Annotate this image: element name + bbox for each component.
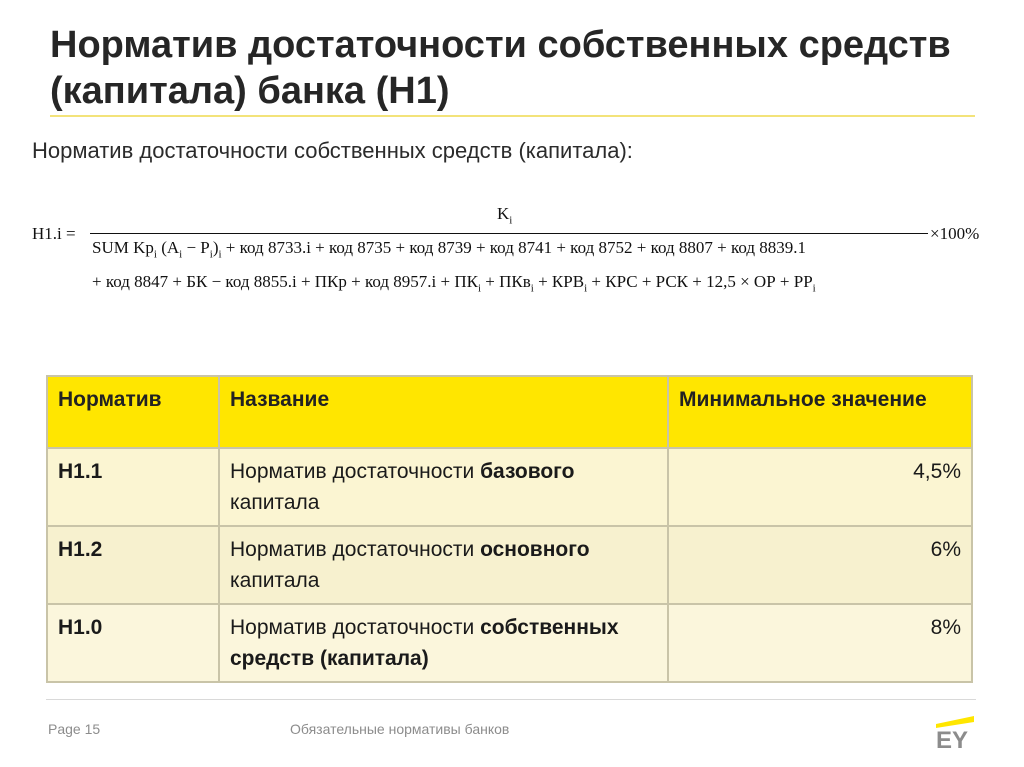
page-number: Page 15 bbox=[48, 721, 101, 737]
slide-title: Норматив достаточности собственных средств (капитала) банка (Н1) bbox=[50, 24, 951, 112]
h1-formula bbox=[32, 200, 1012, 310]
norm-code: Н1.0 bbox=[47, 604, 219, 682]
table-row bbox=[47, 604, 972, 682]
header-norm: Норматив bbox=[47, 376, 219, 448]
formula-numerator: $K_i$ bbox=[497, 204, 513, 227]
formula-multiplier: ×100% bbox=[930, 224, 980, 243]
norm-name: Норматив достаточности основного капитала bbox=[219, 526, 668, 604]
slide-subtitle: Норматив достаточности собственных средств (капитала): bbox=[32, 138, 633, 163]
svg-text:EY: EY bbox=[936, 727, 969, 750]
header-min-value: Минимальное значение bbox=[668, 376, 972, 448]
footer-title: Обязательные нормативы банков bbox=[290, 721, 510, 737]
norm-min-value: 8% bbox=[668, 604, 972, 682]
norm-min-value: 6% bbox=[668, 526, 972, 604]
table-row bbox=[47, 526, 972, 604]
ey-logo bbox=[934, 716, 976, 750]
formula-denominator-line1: SUM $Kp_i$ $(A_i - P_i)_i$ + код 8733.i + код 8735 + код 8739 + код 8741 + код 8752 + код 8807 + код 8839.1 bbox=[92, 238, 807, 261]
table-row bbox=[47, 448, 972, 526]
norm-name: Норматив достаточности базового капитала bbox=[219, 448, 668, 526]
title-divider bbox=[50, 115, 975, 117]
norm-name: Норматив достаточности собственных средств (капитала) bbox=[219, 604, 668, 682]
header-name: Название bbox=[219, 376, 668, 448]
table-header-row bbox=[47, 376, 972, 448]
norm-code: Н1.2 bbox=[47, 526, 219, 604]
formula-lhs: Н1.i = bbox=[32, 224, 76, 243]
norm-code: Н1.1 bbox=[47, 448, 219, 526]
norms-table bbox=[46, 375, 973, 683]
formula-denominator-line2: + код 8847 + БК − код 8855.i + ПКр + код $8957.i + ПК_i + ПКв_i + КРВ_i$ + КРС + РСК + 12,5 × ОР + $РР_i$ bbox=[92, 272, 816, 295]
footer-divider bbox=[46, 699, 976, 700]
fraction-bar bbox=[90, 233, 928, 234]
norm-min-value: 4,5% bbox=[668, 448, 972, 526]
